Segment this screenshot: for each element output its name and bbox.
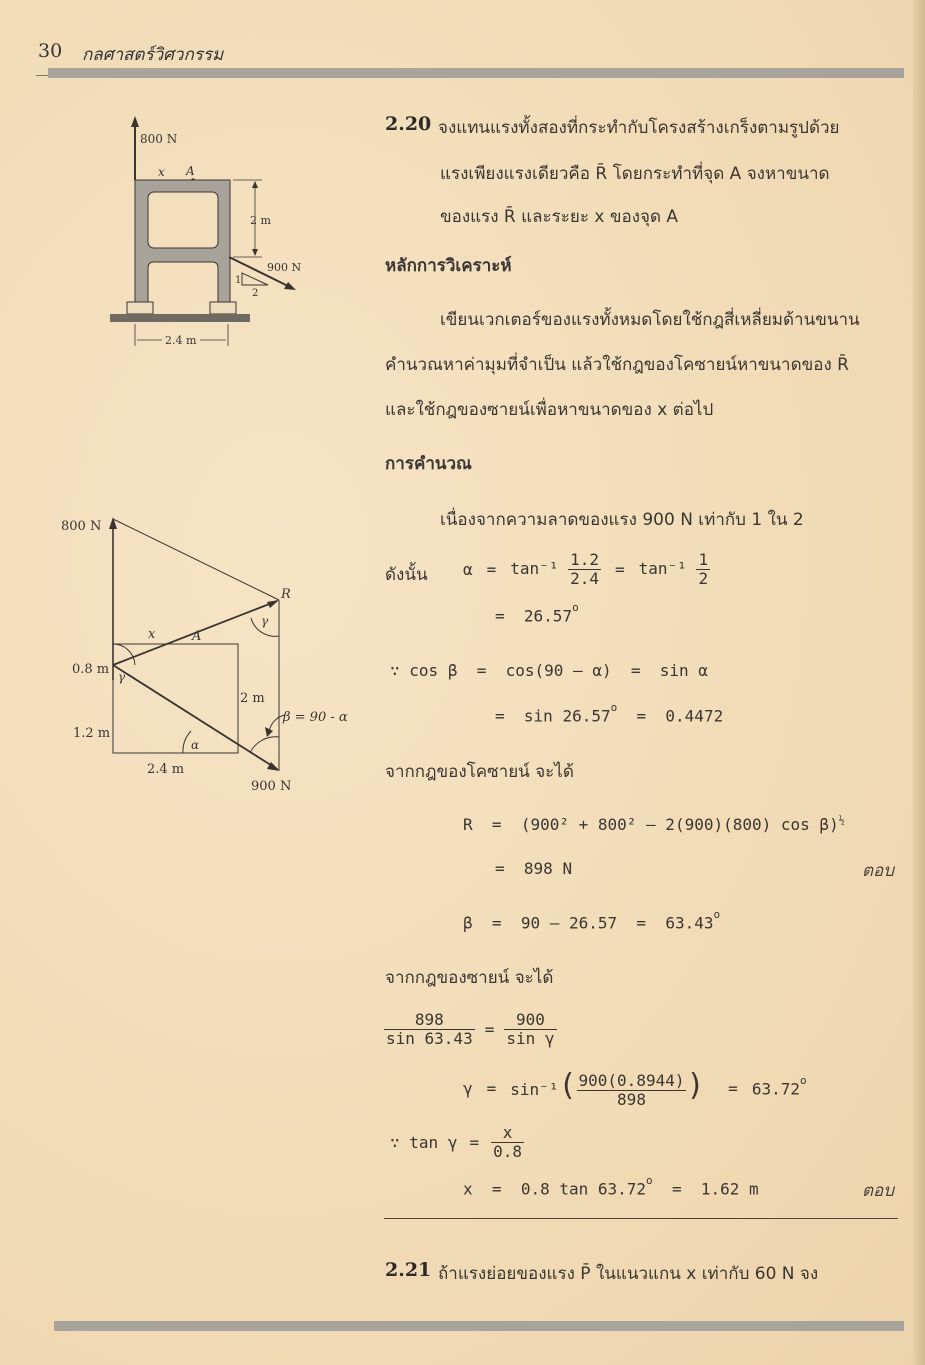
alpha-equation: α = tan⁻¹ $\frac{1.2}{2.4}$ = tan⁻¹ $\frac{1}{2}$ [463, 550, 709, 588]
R-equation: R = (900² + 800² – 2(900)(800) cos β)$^{\frac{1}{2}}$ [463, 815, 845, 834]
beta-equation: β = 90 – 26.57 = 63.43$^o$ [463, 908, 721, 933]
therefore-label: ดังนั้น [385, 565, 428, 585]
statement-line-2: แรงเพียงแรงเดียวคือ R̄ โดยกระทำที่จุด A จงหาขนาด [440, 164, 830, 184]
svg-text:A: A [186, 164, 195, 178]
problem-number: 2.20 [385, 113, 432, 135]
sine-rule-label: จากกฎของซายน์ จะได้ [385, 968, 554, 988]
problem-2-21-statement: ถ้าแรงย่อยของแรง P̄ ในแนวแกน x เท่ากับ 60 N จง [438, 1264, 819, 1284]
gamma-equation: γ = sin⁻¹( $\frac{900(0.8944)}{898}$ ) = 63.72$^o$ [463, 1068, 807, 1109]
svg-text:800 N: 800 N [61, 519, 102, 534]
svg-text:2: 2 [252, 288, 259, 299]
calc-heading: การคำนวณ [385, 454, 472, 474]
R-result: = 898 N [495, 859, 573, 878]
tan-gamma-equation: ∵ tan γ = $\frac{x}{0.8}$ [390, 1123, 522, 1161]
svg-text:1: 1 [235, 275, 242, 286]
svg-text:900 N: 900 N [251, 779, 292, 794]
section-divider [384, 1218, 898, 1219]
analysis-line-1: เขียนเวกเตอร์ของแรงทั้งหมดโดยใช้กฎสี่เหลี่ยมด้านขนาน [440, 310, 860, 330]
svg-text:R: R [281, 587, 291, 602]
running-title: กลศาสตร์วิศวกรรม [82, 45, 224, 65]
alpha-result: = 26.57$^o$ [495, 601, 579, 626]
statement-line-1: จงแทนแรงทั้งสองที่กระทำกับโครงสร้างเกร็งตามรูปด้วย [438, 118, 840, 138]
x-equation: x = 0.8 tan 63.72$^o$ = 1.62 m [463, 1174, 759, 1199]
answer-label-R: ตอบ [862, 861, 895, 881]
calc-intro: เนื่องจากความลาดของแรง 900 N เท่ากับ 1 ใน 2 [440, 510, 804, 530]
svg-text:x: x [148, 627, 156, 642]
svg-text:900 N: 900 N [267, 261, 302, 274]
svg-text:x: x [158, 165, 165, 179]
cosine-rule-label: จากกฎของโคซายน์ จะได้ [385, 762, 574, 782]
vector-diagram [55, 505, 375, 805]
arrow-up-icon [131, 116, 139, 127]
footer-rule-bar [54, 1321, 904, 1331]
svg-text:γ: γ [261, 614, 269, 628]
svg-text:2 m: 2 m [250, 214, 271, 227]
svg-text:0.8 m: 0.8 m [72, 662, 110, 677]
cos-beta-line-2: = sin 26.57$^o$ = 0.4472 [495, 701, 724, 726]
analysis-line-2: คำนวณหาค่ามุมที่จำเป็น แล้วใช้กฎของโคซายน์หาขนาดของ R̄ [385, 355, 849, 375]
page-edge [913, 0, 925, 1365]
svg-text:β = 90 - α: β = 90 - α [283, 710, 348, 725]
svg-text:α: α [191, 738, 200, 752]
svg-text:1.2 m: 1.2 m [73, 726, 111, 741]
svg-text:A: A [192, 629, 202, 644]
answer-label-x: ตอบ [862, 1181, 895, 1201]
frame-figure [100, 112, 320, 352]
header-rule-bar [48, 68, 904, 78]
svg-text:2.4 m: 2.4 m [147, 762, 185, 777]
page-number: 30 [38, 40, 63, 62]
arrow-diagonal-icon [284, 282, 296, 290]
svg-text:800 N: 800 N [140, 132, 178, 146]
analysis-heading: หลักการวิเคราะห์ [385, 256, 512, 276]
svg-text:2 m: 2 m [240, 691, 265, 706]
problem-number-2-21: 2.21 [385, 1259, 432, 1281]
svg-text:2.4 m: 2.4 m [165, 334, 197, 347]
sine-equation: $\frac{898}{\sin 63.43}$ = $\frac{900}{\text{sin γ}}$ [386, 1010, 555, 1048]
svg-text:γ: γ [118, 670, 126, 684]
cos-beta-line-1: ∵ cos β = cos(90 – α) = sin α [390, 661, 708, 680]
analysis-line-3: และใช้กฎของซายน์เพื่อหาขนาดของ x ต่อไป [385, 400, 714, 420]
statement-line-3: ของแรง R̄ และระยะ x ของจุด A [440, 207, 679, 227]
